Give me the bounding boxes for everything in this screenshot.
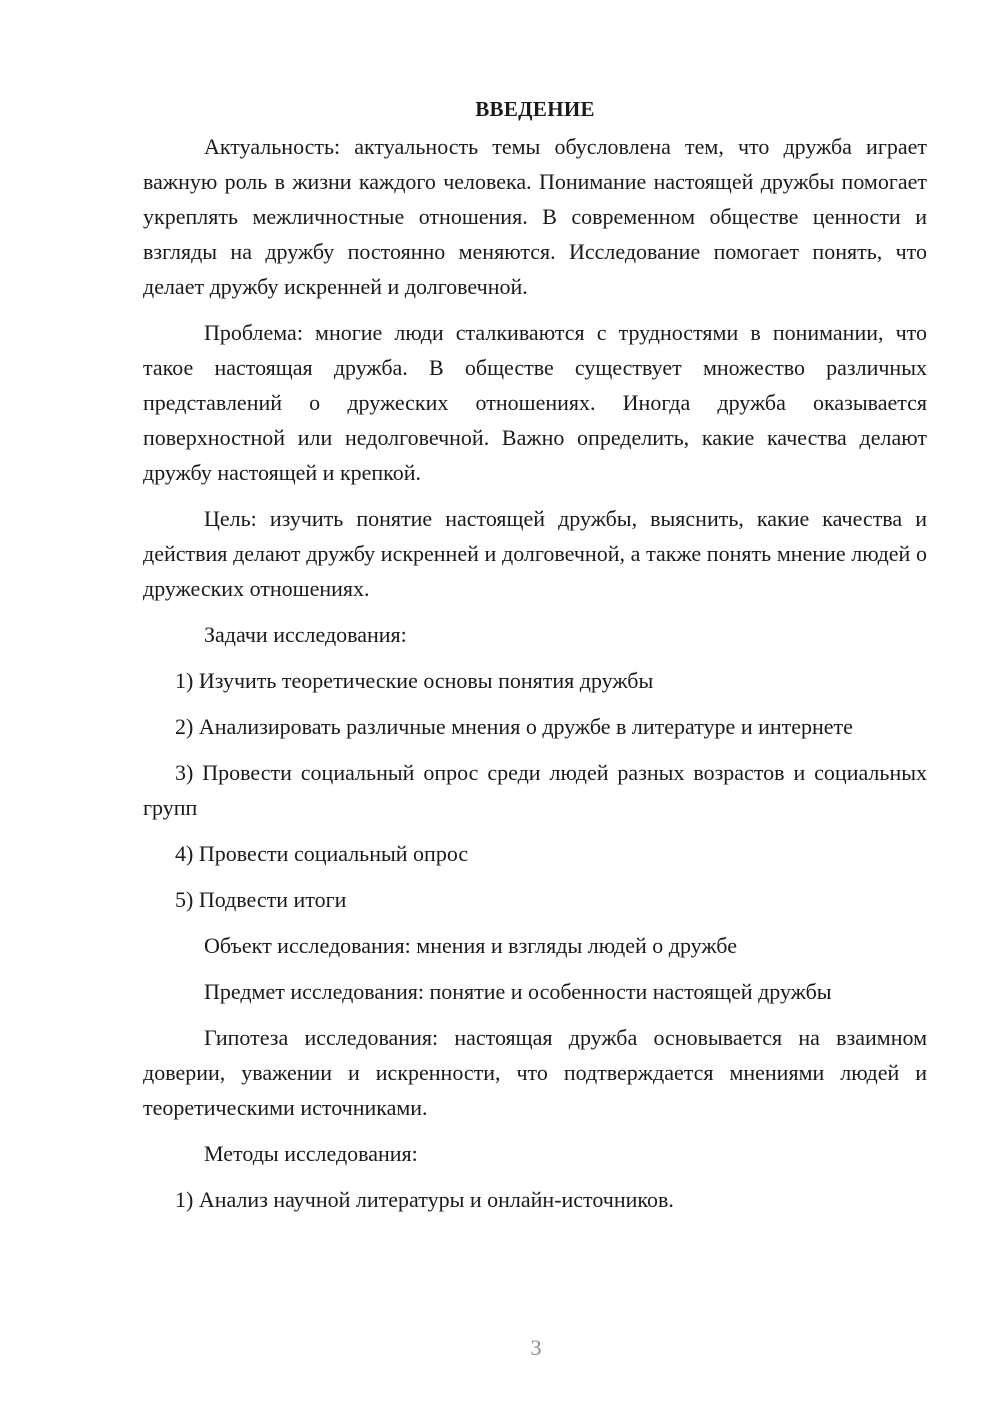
problem-paragraph: Проблема: многие люди сталкиваются с трудностями в понимании, что такое настоящая дружба. В обществе существует множество различных представлений о дружеских отношениях. Иногда дружба оказывается поверхностной или недолговечной. Важно определить, какие качества делают дружбу настоящей и крепкой. — [143, 320, 927, 485]
goal-paragraph: Цель: изучить понятие настоящей дружбы, выяснить, какие качества и действия делают дружбу искренней и долговечной, а также понять мнение людей о дружеских отношениях. — [143, 506, 927, 601]
task-item: 4) Провести социальный опрос — [175, 841, 469, 866]
relevance-paragraph: Актуальность: актуальность темы обусловлена тем, что дружба играет важную роль в жизни каждого человека. Понимание настоящей дружбы помогает укреплять межличностные отношения. В современном обществе ценности и взгляды на дружбу постоянно меняются. Исследование помогает понять, что делает дружбу искренней и долговечной. — [143, 134, 927, 299]
methods-heading: Методы исследования: — [204, 1141, 418, 1166]
section-title: ВВЕДЕНИЕ — [475, 97, 595, 121]
hypothesis-paragraph: Гипотеза исследования: настоящая дружба основывается на взаимном доверии, уважении и искренности, что подтверждается мнениями людей и теоретическими источниками. — [143, 1025, 927, 1120]
document-page — [143, 92, 927, 1228]
page-number: 3 — [530, 1335, 542, 1360]
task-item: 2) Анализировать различные мнения о дружбе в литературе и интернете — [175, 714, 853, 739]
tasks-heading: Задачи исследования: — [204, 622, 407, 647]
object-paragraph: Объект исследования: мнения и взгляды людей о дружбе — [204, 933, 737, 958]
task-item: 3) Провести социальный опрос среди людей разных возрастов и социальных групп — [143, 760, 927, 820]
task-item: 5) Подвести итоги — [175, 887, 347, 912]
task-item: 1) Изучить теоретические основы понятия дружбы — [175, 668, 654, 693]
subject-paragraph: Предмет исследования: понятие и особенности настоящей дружбы — [204, 979, 832, 1004]
method-item: 1) Анализ научной литературы и онлайн-источников. — [175, 1187, 674, 1212]
